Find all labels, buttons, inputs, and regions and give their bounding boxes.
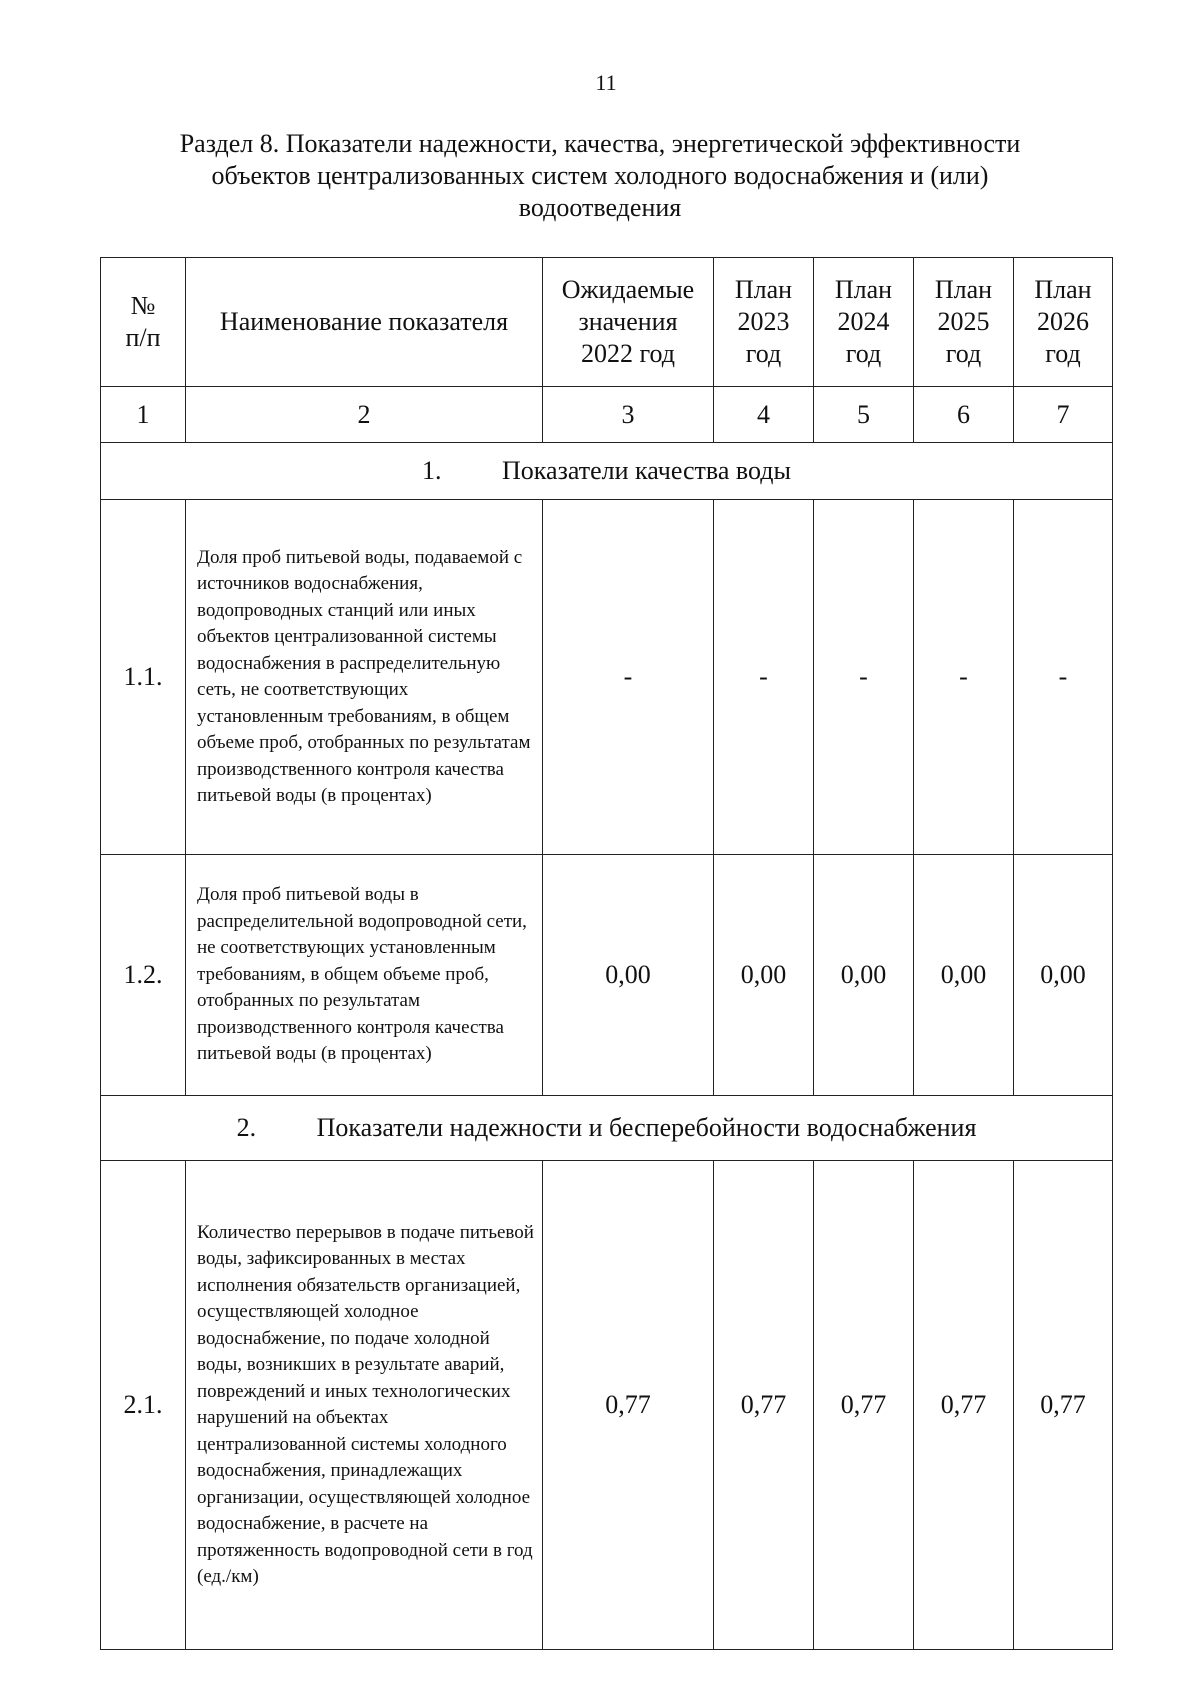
value-plan-2023: -	[714, 500, 814, 855]
value-expected-2022: 0,77	[543, 1161, 714, 1650]
column-number: 5	[814, 387, 914, 443]
section-row	[101, 1096, 1113, 1161]
column-number: 7	[1014, 387, 1113, 443]
value-plan-2025: 0,00	[914, 855, 1014, 1096]
value-plan-2026: -	[1014, 500, 1113, 855]
column-numbers-row	[101, 387, 1113, 443]
column-number: 3	[543, 387, 714, 443]
section-heading	[101, 443, 1113, 500]
value-plan-2023: 0,00	[714, 855, 814, 1096]
section-row	[101, 443, 1113, 500]
section-heading	[101, 1096, 1113, 1161]
section-title	[100, 128, 1100, 224]
indicator-name: Количество перерывов в подаче питьевой воды, зафиксированных в местах исполнения обязательств организацией, осуществляющей холодное водоснабжение, по подаче холодной воды, возникших в результате аварий, повреждений и иных технологических нарушений на объектах централизованной системы холодного водоснабжения, принадлежащих организации, осуществляющей холодное водоснабжение, в расчете на протяженность водопроводной сети в год (ед./км)	[186, 1161, 543, 1650]
section-number: 1.	[422, 456, 442, 485]
section-title-line: объектов централизованных систем холодного водоснабжения и (или)	[211, 161, 989, 190]
header-plan-2023: План 2023 год	[714, 258, 814, 387]
header-plan-2025: План 2025 год	[914, 258, 1014, 387]
value-expected-2022: -	[543, 500, 714, 855]
table-row	[101, 1161, 1113, 1650]
header-num: № п/п	[101, 258, 186, 387]
section-number: 2.	[236, 1113, 257, 1142]
value-plan-2023: 0,77	[714, 1161, 814, 1650]
value-plan-2024: 0,77	[814, 1161, 914, 1650]
value-plan-2024: 0,00	[814, 855, 914, 1096]
indicator-name: Доля проб питьевой воды, подаваемой с источников водоснабжения, водопроводных станций или иных объектов централизованной системы водоснабжения в распределительную сеть, не соответствующих установленным требованиям, в общем объеме проб, отобранных по результатам производственного контроля качества питьевой воды (в процентах)	[186, 500, 543, 855]
indicators-table	[100, 257, 1113, 1650]
section-title-line: водоотведения	[518, 193, 682, 222]
column-number: 4	[714, 387, 814, 443]
value-expected-2022: 0,00	[543, 855, 714, 1096]
header-plan-2024: План 2024 год	[814, 258, 914, 387]
page-number: 11	[595, 70, 617, 95]
value-plan-2026: 0,00	[1014, 855, 1113, 1096]
value-plan-2025: -	[914, 500, 1014, 855]
table-header-row	[101, 258, 1113, 387]
value-plan-2026: 0,77	[1014, 1161, 1113, 1650]
column-number: 1	[101, 387, 186, 443]
column-number: 2	[186, 387, 543, 443]
section-heading-text: Показатели качества воды	[502, 456, 791, 485]
table-row	[101, 500, 1113, 855]
value-plan-2024: -	[814, 500, 914, 855]
header-expected-2022: Ожидаемые значения 2022 год	[543, 258, 714, 387]
row-number: 2.1.	[101, 1161, 186, 1650]
header-name: Наименование показателя	[186, 258, 543, 387]
value-plan-2025: 0,77	[914, 1161, 1014, 1650]
header-plan-2026: План 2026 год	[1014, 258, 1113, 387]
column-number: 6	[914, 387, 1014, 443]
section-heading-text: Показатели надежности и бесперебойности водоснабжения	[316, 1113, 977, 1142]
row-number: 1.1.	[101, 500, 186, 855]
table-row	[101, 855, 1113, 1096]
section-title-line: Раздел 8. Показатели надежности, качества, энергетической эффективности	[179, 129, 1021, 158]
indicator-name: Доля проб питьевой воды в распределительной водопроводной сети, не соответствующих установленным требованиям, в общем объеме проб, отобранных по результатам производственного контроля качества питьевой воды (в процентах)	[186, 855, 543, 1096]
row-number: 1.2.	[101, 855, 186, 1096]
